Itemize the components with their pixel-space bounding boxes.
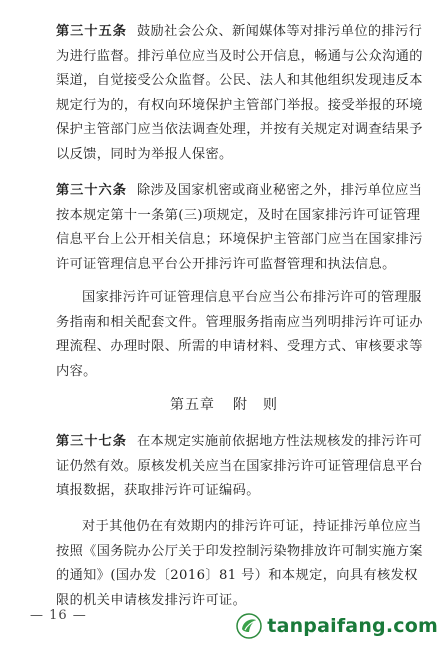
tanpaifang-logo-icon — [236, 613, 262, 639]
article-35 — [56, 20, 428, 168]
page-number: — 16 — — [30, 608, 87, 623]
watermark-text: tanpaifang.com — [267, 615, 438, 637]
article-37-text: 在本规定实施前依据地方性法规核发的排污许可证仍然有效。原核发机关应当在国家排污许可证管理信息平台填报数据，获取排污许可证编码。 — [56, 434, 423, 499]
article-36-text: 除涉及国家机密或商业秘密之外，排污单位应当按本规定第十一条第(三)项规定，及时在国家排污许可证管理信息平台上公开相关信息；环境保护主管部门应当在国家排污许可证管理信息平台公开排污许可监督管理和执法信息。 — [56, 183, 423, 272]
article-35-text: 鼓励社会公众、新闻媒体等对排污单位的排污行为进行监督。排污单位应当及时公开信息，畅通与公众沟通的渠道，自觉接受公众监督。公民、法人和其他组织发现违反本规定行为的，有权向环境保护主管部门举报。接受举报的环境保护主管部门应当依法调查处理，并按有关规定对调查结果予以反馈，同时为举报人保密。 — [56, 24, 423, 162]
article-37-paragraph-2-text: 对于其他仍在有效期内的排污许可证，持证排污单位应当按照《国务院办公厅关于印发控制污染物排放许可制实施方案的通知》(国办发〔2016〕81 号）和本规定，向具有核发权限的机关申请核发排污许可证。 — [56, 519, 423, 608]
article-37-paragraph-2 — [56, 515, 428, 613]
watermark — [236, 611, 438, 641]
article-35-number: 第三十五条 — [56, 24, 127, 39]
article-36-paragraph-2-text: 国家排污许可证管理信息平台应当公布排污许可的管理服务指南和相关配套文件。管理服务指南应当列明排污许可证办理流程、办理时限、所需的申请材料、受理方式、审核要求等内容。 — [56, 290, 423, 379]
article-37-number: 第三十七条 — [56, 434, 127, 449]
article-36-paragraph-2 — [56, 286, 428, 384]
article-36 — [56, 179, 428, 277]
article-36-number: 第三十六条 — [56, 183, 127, 198]
chapter-title: 附 则 — [233, 397, 278, 413]
article-37 — [56, 430, 428, 504]
chapter-number: 第五章 — [170, 397, 215, 413]
chapter-heading — [0, 394, 448, 414]
